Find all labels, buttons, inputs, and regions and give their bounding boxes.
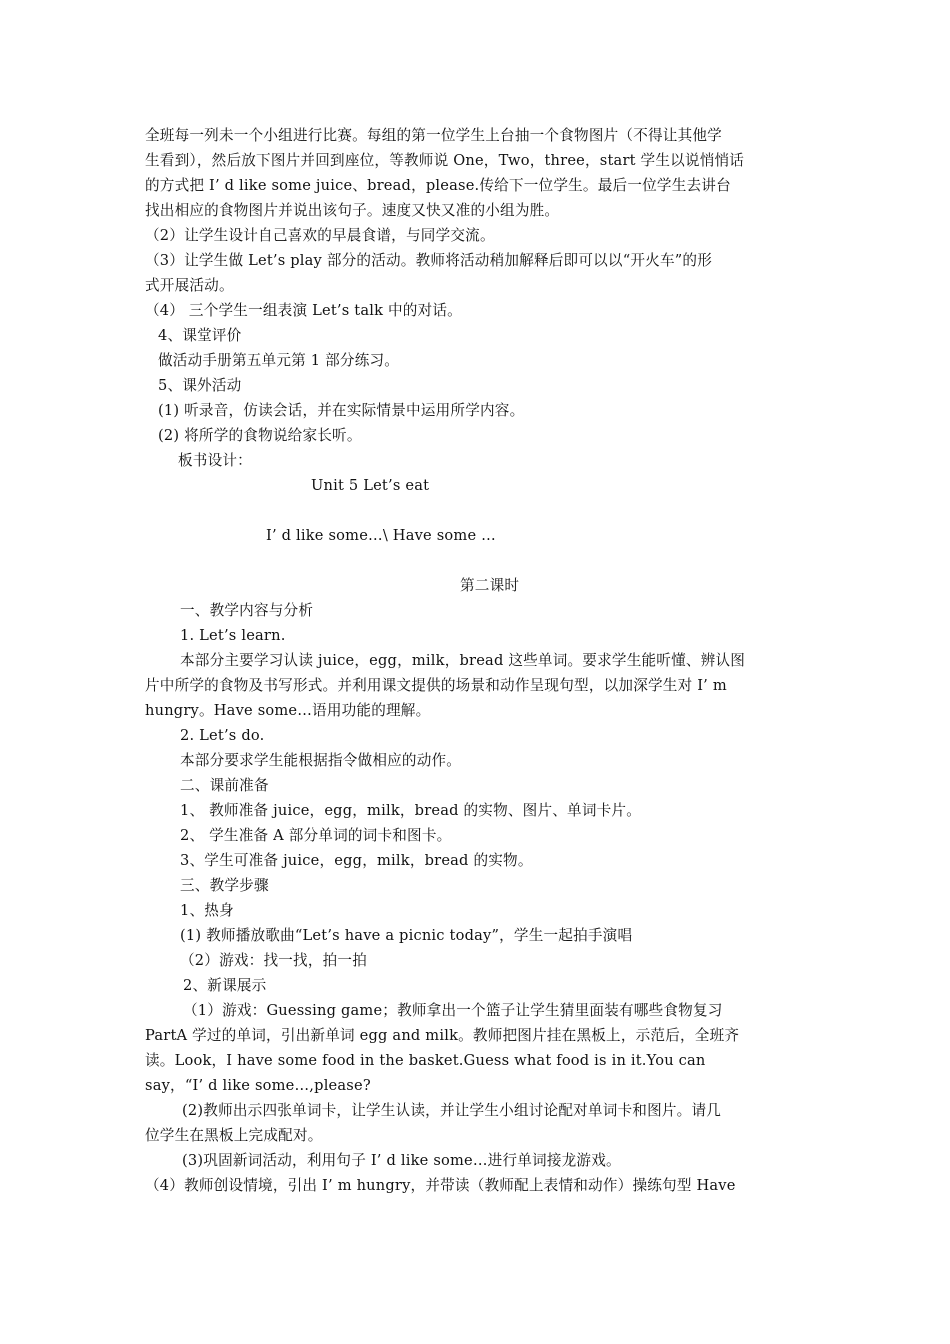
section-heading: 4、课堂评价	[158, 327, 242, 344]
board-design-label: 板书设计：	[178, 452, 252, 469]
paragraph-line: 做活动手册第五单元第 1 部分练习。	[158, 352, 400, 369]
paragraph-line: 式开展活动。	[145, 277, 234, 294]
paragraph-line: （1）游戏：Guessing game；教师拿出一个篮子让学生猜里面装有哪些食物复习	[183, 1002, 723, 1019]
paragraph-line: 本部分主要学习认读 juice，egg，milk，bread 这些单词。要求学生能听懂、辨认图	[180, 652, 746, 669]
paragraph-line: （2）让学生设计自己喜欢的早晨食谱，与同学交流。	[145, 227, 495, 244]
paragraph-line: (2)教师出示四张单词卡，让学生认读，并让学生小组讨论配对单词卡和图片。请几	[182, 1102, 722, 1119]
paragraph-line: （3）让学生做 Let’s play 部分的活动。教师将活动稍加解释后即可以以“开火车”的形	[145, 252, 713, 269]
paragraph-line: say，“I’ d like some…,please?	[145, 1077, 371, 1094]
list-item: 3、学生可准备 juice，egg，milk，bread 的实物。	[180, 852, 533, 869]
section-heading: 5、课外活动	[158, 377, 242, 394]
board-sentence: I’ d like some…\ Have some …	[266, 527, 496, 544]
paragraph-line: 生看到），然后放下图片并回到座位，等教师说 One，Two，three，start 学生以说悄悄话	[145, 152, 745, 169]
paragraph-line: PartA 学过的单词，引出新单词 egg and milk。教师把图片挂在黑板上，示范后，全班齐	[145, 1027, 740, 1044]
subsection-heading: 2、新课展示	[183, 977, 267, 994]
board-title: Unit 5 Let’s eat	[311, 477, 430, 494]
paragraph-line: hungry。Have some…语用功能的理解。	[145, 702, 431, 719]
lesson-title: 第二课时	[460, 577, 520, 594]
paragraph-line: (3)巩固新词活动，利用句子 I’ d like some…进行单词接龙游戏。	[182, 1152, 621, 1169]
paragraph-line: 本部分要求学生能根据指令做相应的动作。	[180, 752, 462, 769]
subsection-heading: 2. Let’s do.	[180, 727, 265, 744]
paragraph-line: 的方式把 I’ d like some juice、bread，please.传给下一位学生。最后一位学生去讲台	[145, 177, 731, 194]
paragraph-line: (1) 听录音，仿读会话，并在实际情景中运用所学内容。	[158, 402, 525, 419]
list-item: 2、 学生准备 A 部分单词的词卡和图卡。	[180, 827, 452, 844]
paragraph-line: （2）游戏：找一找，拍一拍	[180, 952, 368, 969]
paragraph-line: （4）教师创设情境，引出 I’ m hungry，并带读（教师配上表情和动作）操练句型 Have	[145, 1177, 736, 1194]
section-heading: 二、课前准备	[180, 777, 269, 794]
paragraph-line: 位学生在黑板上完成配对。	[145, 1127, 323, 1144]
section-heading: 一、教学内容与分析	[180, 602, 314, 619]
subsection-heading: 1. Let’s learn.	[180, 627, 286, 644]
paragraph-line: 全班每一列未一个小组进行比赛。每组的第一位学生上台抽一个食物图片（不得让其他学	[145, 127, 722, 144]
paragraph-line: (2) 将所学的食物说给家长听。	[158, 427, 362, 444]
paragraph-line: (1) 教师播放歌曲“Let’s have a picnic today”，学生一起拍手演唱	[180, 927, 633, 944]
section-heading: 三、教学步骤	[180, 877, 269, 894]
paragraph-line: （4） 三个学生一组表演 Let’s talk 中的对话。	[145, 302, 462, 319]
paragraph-line: 读。Look，I have some food in the basket.Guess what food is in it.You can	[145, 1052, 706, 1069]
paragraph-line: 片中所学的食物及书写形式。并利用课文提供的场景和动作呈现句型，以加深学生对 I’ m	[145, 677, 727, 694]
list-item: 1、 教师准备 juice，egg，milk，bread 的实物、图片、单词卡片。	[180, 802, 642, 819]
subsection-heading: 1、热身	[180, 902, 234, 919]
paragraph-line: 找出相应的食物图片并说出该句子。速度又快又准的小组为胜。	[145, 202, 560, 219]
